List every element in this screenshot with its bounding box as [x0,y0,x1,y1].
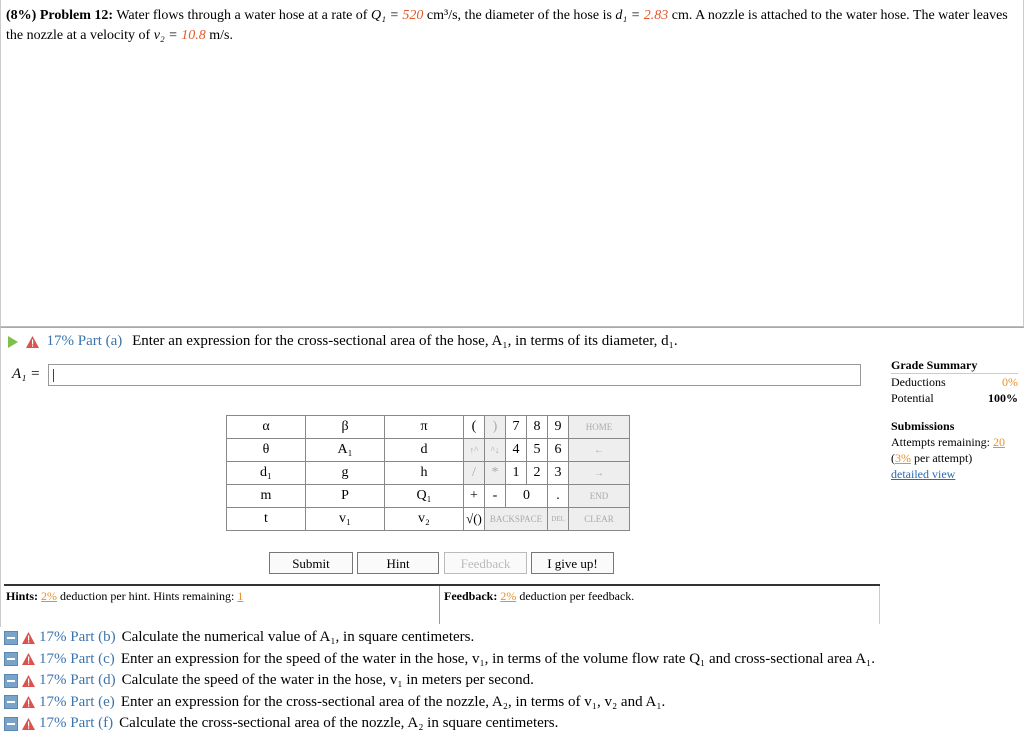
part-row[interactable] [4,648,875,670]
part-row[interactable] [4,626,875,648]
submit-button[interactable]: Submit [269,552,353,574]
parts-list [4,626,875,734]
feedback-text: deduction per feedback. [519,589,635,603]
part-a-percent: 17% Part (a) [46,333,123,349]
key-home[interactable]: HOME [569,416,630,439]
part-a-header[interactable] [8,330,678,352]
q1-label: Q₁ = [370,8,399,23]
hints-pct: 2% [41,589,58,603]
q1-unit: cm³/s, the diameter of the hose is [426,8,612,23]
part-percent: 17% Part (e) [39,693,115,710]
detailed-view-link[interactable]: detailed view [891,467,956,481]
key-minus[interactable]: - [485,485,506,508]
collapse-icon[interactable] [4,652,18,666]
key-clear[interactable]: CLEAR [569,508,630,531]
symbol-keypad [226,415,464,531]
submissions-title: Submissions [891,419,955,433]
key-end[interactable]: END [569,485,630,508]
feedback-button[interactable]: Feedback [444,552,527,574]
problem-line-2: hose. The water leaves the nozzle at a velocity of [6,8,1008,43]
feedback-info [444,589,634,604]
key-beta[interactable]: β [306,416,385,439]
warning-icon [22,718,35,730]
key-t[interactable]: t [227,508,306,531]
d1-label: d₁ = [615,8,641,23]
key-plus[interactable]: + [464,485,485,508]
part-percent: 17% Part (c) [39,650,115,667]
q1-value: 520 [402,8,424,23]
key-5[interactable]: 5 [527,439,548,462]
numeric-keypad [463,415,630,531]
part-percent: 17% Part (b) [39,629,116,645]
part-text: Enter an expression for the cross-sectional area of the nozzle, A₂, in terms of v₁, v₂ and A₁. [120,693,666,710]
key-1[interactable]: 1 [506,462,527,485]
answer-label: A₁ = [12,366,41,382]
problem-text-1: Water flows through a water hose at a rate of [116,8,368,23]
hints-remaining: 1 [237,589,244,603]
part-text: Calculate the numerical value of A₁, in square centimeters. [121,629,475,645]
key-dot[interactable]: . [548,485,569,508]
attempts-value: 20 [992,435,1005,449]
v2-label: v₂ = [153,28,178,43]
warning-icon [26,336,39,348]
problem-panel [0,0,1024,327]
key-g[interactable]: g [306,462,385,485]
part-percent: 17% Part (f) [39,715,114,731]
hint-feedback-separator [439,586,440,624]
part-text: Calculate the cross-sectional area of the nozzle, A₂ in square centimeters. [119,715,559,731]
attempts-label: Attempts remaining: [891,435,990,449]
key-v1[interactable]: v₁ [306,508,385,531]
key-sqrt[interactable]: √() [464,508,485,531]
key-multiply[interactable]: * [485,462,506,485]
key-backspace[interactable]: BACKSPACE [485,508,548,531]
warning-icon [22,632,35,644]
deductions-value: 0% [1002,375,1018,389]
collapse-icon[interactable] [4,674,18,688]
key-q1[interactable]: Q₁ [385,485,464,508]
grade-summary: Grade Summary Deductions 0% Potential 100% Submissions Attempts remaining: 20 (3% per attempt) detailed view [891,358,1018,481]
hints-label: Hints: [6,589,39,603]
key-m[interactable]: m [227,485,306,508]
problem-title: Problem 12: [39,8,114,23]
key-close-paren[interactable]: ) [485,416,506,439]
key-2[interactable]: 2 [527,462,548,485]
key-alpha[interactable]: α [227,416,306,439]
key-left-arrow[interactable]: ← [569,439,630,462]
part-text: Calculate the speed of the water in the hose, v₁ in meters per second. [121,672,534,688]
collapse-icon[interactable] [4,695,18,709]
part-a-text: Enter an expression for the cross-sectional area of the hose, A₁, in terms of its diameter, d₁. [132,333,678,349]
key-theta[interactable]: θ [227,439,306,462]
play-icon[interactable] [8,336,18,348]
key-open-paren[interactable]: ( [464,416,485,439]
key-del[interactable]: DEL [548,508,569,531]
collapse-icon[interactable] [4,631,18,645]
deductions-label: Deductions [891,375,946,389]
problem-text-2: cm. A nozzle is attached to the water [671,8,877,23]
key-right-arrow[interactable]: → [569,462,630,485]
feedback-pct: 2% [500,589,517,603]
key-9[interactable]: 9 [548,416,569,439]
feedback-label: Feedback: [444,589,498,603]
collapse-icon[interactable] [4,717,18,731]
grade-summary-title: Grade Summary [891,357,1018,374]
warning-icon [22,696,35,708]
answer-input[interactable] [48,364,861,386]
potential-value: 100% [988,391,1018,405]
key-h[interactable]: h [385,462,464,485]
key-p[interactable]: P [306,485,385,508]
part-percent: 17% Part (d) [39,672,116,688]
hint-feedback-divider [4,584,880,586]
part-row[interactable] [4,669,875,691]
key-down[interactable]: ^↓ [485,439,506,462]
hint-button[interactable]: Hint [357,552,439,574]
hints-text: deduction per hint. Hints remaining: [60,589,235,603]
warning-icon [22,653,35,665]
key-a1[interactable]: A₁ [306,439,385,462]
part-row[interactable] [4,712,875,734]
problem-percent: (8%) [6,8,37,23]
key-pi[interactable]: π [385,416,464,439]
hint-feedback-right-edge [879,586,880,624]
key-7[interactable]: 7 [506,416,527,439]
d1-value: 2.83 [643,8,669,23]
key-3[interactable]: 3 [548,462,569,485]
per-attempt-pct: 3% [895,451,911,465]
v2-value: 10.8 [181,28,206,43]
part-row[interactable] [4,691,875,713]
give-up-button[interactable]: I give up! [531,552,614,574]
key-0[interactable]: 0 [506,485,548,508]
key-up[interactable]: ↑^ [464,439,485,462]
key-8[interactable]: 8 [527,416,548,439]
text-cursor [53,369,54,382]
key-4[interactable]: 4 [506,439,527,462]
key-v2[interactable]: v₂ [385,508,464,531]
problem-statement [6,6,1016,46]
part-text: Enter an expression for the speed of the water in the hose, v₁, in terms of the volume flow rate Q₁ and cross-sectional area A₁. [120,650,876,667]
potential-label: Potential [891,391,934,405]
warning-icon [22,675,35,687]
hints-info [6,589,243,604]
v2-unit: m/s. [209,28,233,43]
key-d1[interactable]: d₁ [227,462,306,485]
key-6[interactable]: 6 [548,439,569,462]
key-divide[interactable]: / [464,462,485,485]
key-d[interactable]: d [385,439,464,462]
per-attempt-text: per attempt) [914,451,973,465]
